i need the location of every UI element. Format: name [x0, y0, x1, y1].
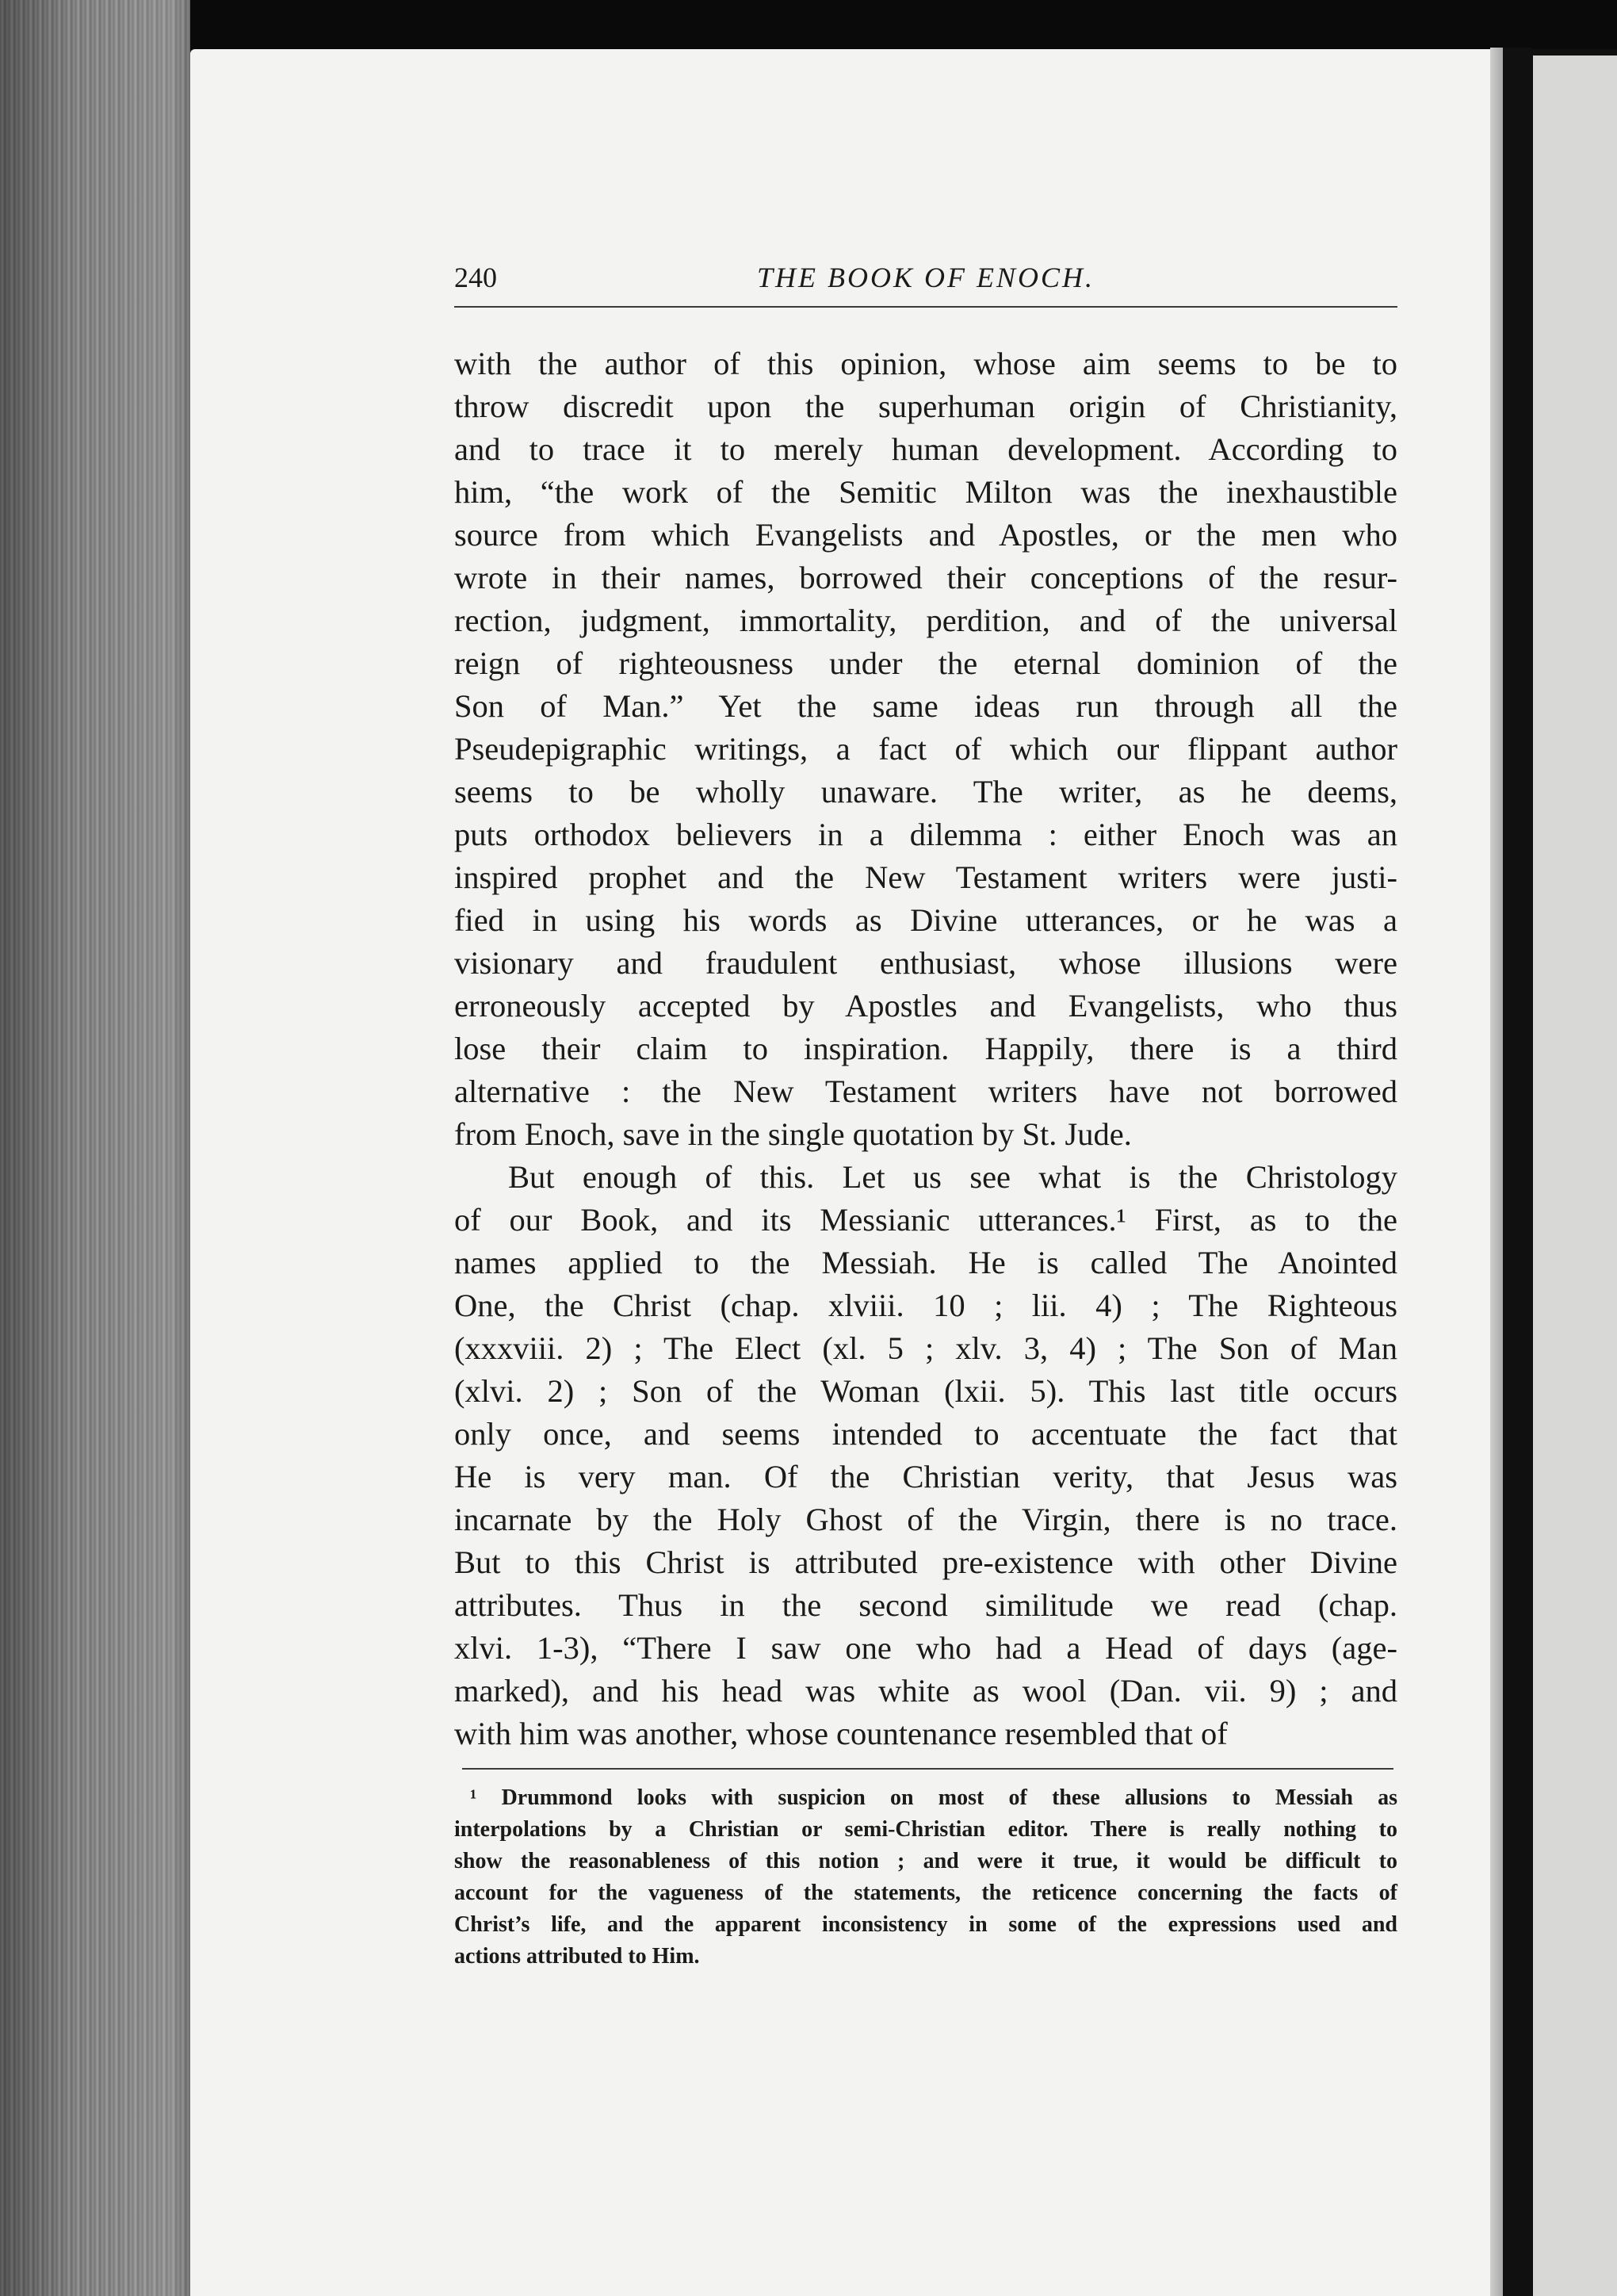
- running-head: [454, 254, 1397, 301]
- body-line: (xxxviii. 2) ; The Elect (xl. 5 ; xlv. 3, 4) ; The Son of Man: [454, 1330, 1397, 1366]
- footnote-line: actions attributed to Him.: [454, 1944, 700, 1969]
- running-title: THE BOOK OF ENOCH.: [756, 262, 1095, 293]
- body-line: seems to be wholly unaware. The writer, as he deems,: [454, 774, 1397, 809]
- footnote-line: Christ’s life, and the apparent inconsistency in some of the expressions used and: [454, 1912, 1397, 1937]
- body-line: One, the Christ (chap. xlviii. 10 ; lii. 4) ; The Righteous: [454, 1288, 1397, 1323]
- body-line: with the author of this opinion, whose aim seems to be to: [454, 346, 1397, 381]
- footnote-line: show the reasonableness of this notion ; and were it true, it would be difficult to: [454, 1849, 1397, 1873]
- body-line: and to trace it to merely human development. According to: [454, 431, 1397, 467]
- body-line: alternative : the New Testament writers have not borrowed: [454, 1073, 1397, 1109]
- body-line: He is very man. Of the Christian verity, that Jesus was: [454, 1459, 1397, 1494]
- page-content: [454, 254, 1397, 1973]
- body-line: of our Book, and its Messianic utterances.¹ First, as to the: [454, 1202, 1397, 1238]
- facing-page-sliver: [1533, 55, 1617, 2296]
- body-line: fied in using his words as Divine utterances, or he was a: [454, 902, 1397, 938]
- footnote: [454, 1782, 1397, 1973]
- body-line: wrote in their names, borrowed their conceptions of the resur-: [454, 560, 1397, 595]
- body-line: (xlvi. 2) ; Son of the Woman (lxii. 5). This last title occurs: [454, 1373, 1397, 1409]
- body-line: puts orthodox believers in a dilemma : either Enoch was an: [454, 817, 1397, 852]
- body-line: names applied to the Messiah. He is called The Anointed: [454, 1245, 1397, 1280]
- body-line: marked), and his head was white as wool (Dan. vii. 9) ; and: [454, 1673, 1397, 1709]
- body-line: attributes. Thus in the second similitude we read (chap.: [454, 1587, 1397, 1623]
- footnote-rule: [462, 1768, 1393, 1770]
- body-line: Son of Man.” Yet the same ideas run through all the: [454, 688, 1397, 724]
- body-line: him, “the work of the Semitic Milton was the inexhaustible: [454, 474, 1397, 510]
- scan-top-border: [0, 0, 1617, 49]
- body-line: erroneously accepted by Apostles and Evangelists, who thus: [454, 988, 1397, 1024]
- body-line: lose their claim to inspiration. Happily, there is a third: [454, 1031, 1397, 1066]
- body-line: But to this Christ is attributed pre-existence with other Divine: [454, 1544, 1397, 1580]
- body-line: rection, judgment, immortality, perdition, and of the universal: [454, 603, 1397, 638]
- body-line: visionary and fraudulent enthusiast, whose illusions were: [454, 945, 1397, 981]
- page-number: 240: [454, 262, 497, 293]
- book-gutter: [1503, 48, 1533, 2296]
- body-line: only once, and seems intended to accentuate the fact that: [454, 1416, 1397, 1452]
- page-edges-shading: [0, 0, 190, 2296]
- footnote-line: account for the vagueness of the statements, the reticence concerning the facts of: [454, 1881, 1397, 1905]
- body-line: throw discredit upon the superhuman origin of Christianity,: [454, 388, 1397, 424]
- body-line: incarnate by the Holy Ghost of the Virgin, there is no trace.: [454, 1502, 1397, 1537]
- footnote-line: interpolations by a Christian or semi-Christian editor. There is really nothing to: [454, 1817, 1397, 1842]
- body-line: source from which Evangelists and Apostles, or the men who: [454, 517, 1397, 553]
- body-line: reign of righteousness under the eternal dominion of the: [454, 645, 1397, 681]
- body-line: Pseudepigraphic writings, a fact of which our flippant author: [454, 731, 1397, 767]
- body-line: inspired prophet and the New Testament writers were justi-: [454, 859, 1397, 895]
- body-line: But enough of this. Let us see what is the Christology: [508, 1159, 1397, 1195]
- body-text: [454, 342, 1397, 1755]
- footnote-line: ¹ Drummond looks with suspicion on most of these allusions to Messiah as: [470, 1785, 1397, 1810]
- body-line: xlvi. 1-3), “There I saw one who had a Head of days (age-: [454, 1630, 1397, 1666]
- header-rule: [454, 306, 1397, 308]
- body-line: with him was another, whose countenance resembled that of: [454, 1716, 1228, 1751]
- body-line: from Enoch, save in the single quotation by St. Jude.: [454, 1116, 1132, 1152]
